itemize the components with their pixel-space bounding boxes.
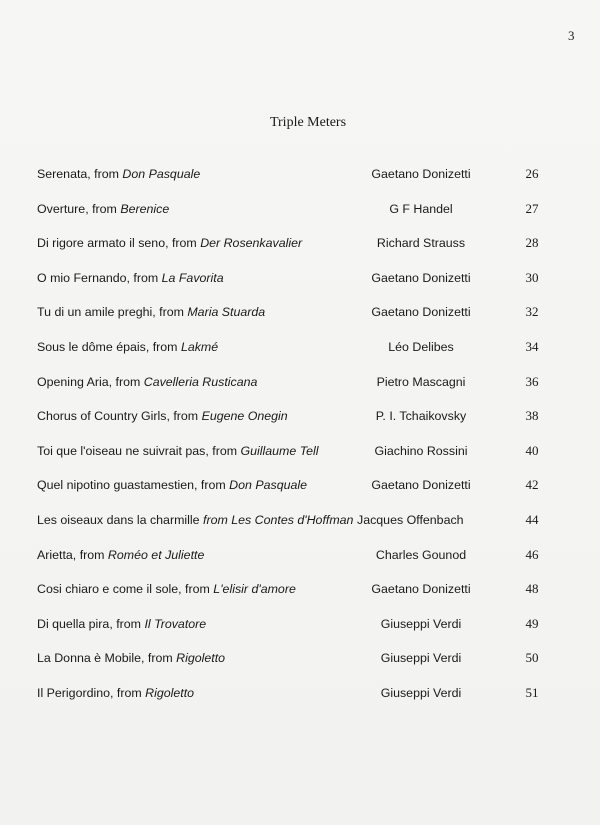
toc-entry-work: L'elisir d'amore: [213, 582, 296, 597]
toc-entry-page: 36: [525, 373, 539, 389]
toc-entry: [0, 547, 600, 582]
toc-entry-page: 46: [525, 546, 539, 562]
toc-entry: [0, 374, 600, 409]
toc-entry: [0, 339, 600, 374]
toc-entry-work: Der Rosenkavalier: [200, 236, 303, 251]
toc-entry-title: Toi que l'oiseau ne suivrait pas, from Guillaume Tell: [37, 443, 319, 458]
toc-entry-composer: Giachino Rossini: [374, 443, 468, 458]
section-title: Triple Meters: [269, 115, 347, 130]
toc-entry-composer: Gaetano Donizetti: [371, 270, 471, 285]
toc-entry-title: Opening Aria, from Cavelleria Rusticana: [37, 374, 258, 389]
toc-entry-title: La Donna è Mobile, from Rigoletto: [37, 651, 226, 666]
toc-entry-composer: Jacques Offenbach: [357, 512, 464, 527]
toc-entry-composer: Pietro Mascagni: [376, 374, 466, 389]
toc-entry-composer: Charles Gounod: [375, 547, 467, 562]
toc-entry-title: Tu di un amile preghi, from Maria Stuarda: [37, 305, 266, 320]
toc-entry-page: 48: [525, 581, 539, 597]
toc-entry-work: Don Pasquale: [229, 478, 308, 493]
toc-entry-page: 44: [525, 511, 539, 527]
toc-entry-title: Cosi chiaro e come il sole, from L'elisir d'amore: [37, 582, 296, 597]
toc-entry: [0, 581, 600, 616]
toc-entry-page: 27: [525, 200, 539, 216]
toc-entry-work: Maria Stuarda: [187, 305, 266, 320]
toc-entry: [0, 235, 600, 270]
toc-entry-work: Roméo et Juliette: [107, 547, 205, 562]
toc-entry-page: 42: [525, 477, 539, 493]
toc-entry: [0, 650, 600, 685]
toc-entry-title: Di quella pira, from Il Trovatore: [37, 616, 207, 631]
toc-entry-work: Guillaume Tell: [240, 443, 319, 458]
toc-entry-composer: Léo Delibes: [388, 339, 454, 354]
toc-entry-page: 40: [525, 442, 539, 458]
toc-entry-title: Les oiseaux dans la charmille from Les Contes d'Hoffman: [37, 512, 354, 527]
toc-entry: [0, 166, 600, 201]
toc-entry-work: Il Trovatore: [144, 616, 207, 631]
toc-entry-page: 30: [525, 269, 539, 285]
toc-entry-composer: Giuseppi Verdi: [380, 651, 462, 666]
toc-entry-title: Sous le dôme épais, from Lakmé: [37, 339, 219, 354]
toc-entry-work: La Favorita: [161, 270, 224, 285]
toc-entry: [0, 443, 600, 478]
toc-entry-page: 51: [525, 684, 539, 700]
toc-entry-composer: P. I. Tchaikovsky: [375, 409, 467, 424]
toc-entry-work: Eugene Onegin: [201, 409, 288, 424]
toc-entry-page: 28: [525, 235, 539, 251]
toc-entry-title: Serenata, from Don Pasquale: [37, 167, 201, 181]
toc-entry: [0, 512, 600, 547]
toc-entry-title: Chorus of Country Girls, from Eugene Onegin: [37, 409, 288, 424]
toc-entry-page: 49: [525, 615, 539, 631]
toc-entry: [0, 477, 600, 512]
toc-entry-work: Rigoletto: [145, 685, 195, 700]
toc-entry-composer: Gaetano Donizetti: [371, 478, 471, 493]
toc-entry: [0, 270, 600, 305]
toc-entry-composer: Gaetano Donizetti: [371, 167, 471, 181]
toc-entry-page: 26: [525, 166, 539, 181]
toc-entry-composer: Richard Strauss: [376, 236, 466, 251]
toc-entry-work: Don Pasquale: [122, 167, 201, 181]
toc-entry-composer: Giuseppi Verdi: [380, 685, 462, 700]
toc-entry-title: Overture, from Berenice: [37, 201, 170, 216]
toc-entry-work: Lakmé: [180, 339, 219, 354]
toc-entry-page: 50: [525, 650, 539, 666]
toc-entry-composer: G F Handel: [389, 201, 453, 216]
toc-entry-work: from Les Contes d'Hoffman: [203, 512, 354, 527]
toc-entry: [0, 304, 600, 339]
toc-entry: [0, 201, 600, 236]
toc-entry-title: Arietta, from Roméo et Juliette: [37, 547, 205, 562]
toc-entry-page: 38: [525, 408, 539, 424]
toc-entry-title: Quel nipotino guastamestien, from Don Pasquale: [37, 478, 308, 493]
toc-entry: [0, 408, 600, 443]
page-number: 3: [568, 28, 575, 43]
toc-entry: [0, 616, 600, 651]
toc-entry-composer: Gaetano Donizetti: [371, 305, 471, 320]
toc-entry-work: Rigoletto: [176, 651, 226, 666]
toc-entry-title: Il Perigordino, from Rigoletto: [37, 685, 195, 700]
toc-entry-page: 32: [525, 304, 539, 320]
table-of-contents: [0, 166, 600, 720]
toc-entry-page: 34: [525, 338, 539, 354]
toc-entry-title: O mio Fernando, from La Favorita: [37, 270, 224, 285]
toc-entry: [0, 685, 600, 720]
toc-entry-composer: Gaetano Donizetti: [371, 582, 471, 597]
toc-entry-title: Di rigore armato il seno, from Der Rosenkavalier: [37, 236, 303, 251]
toc-entry-work: Cavelleria Rusticana: [143, 374, 258, 389]
toc-entry-work: Berenice: [120, 201, 170, 216]
toc-entry-composer: Giuseppi Verdi: [380, 616, 462, 631]
